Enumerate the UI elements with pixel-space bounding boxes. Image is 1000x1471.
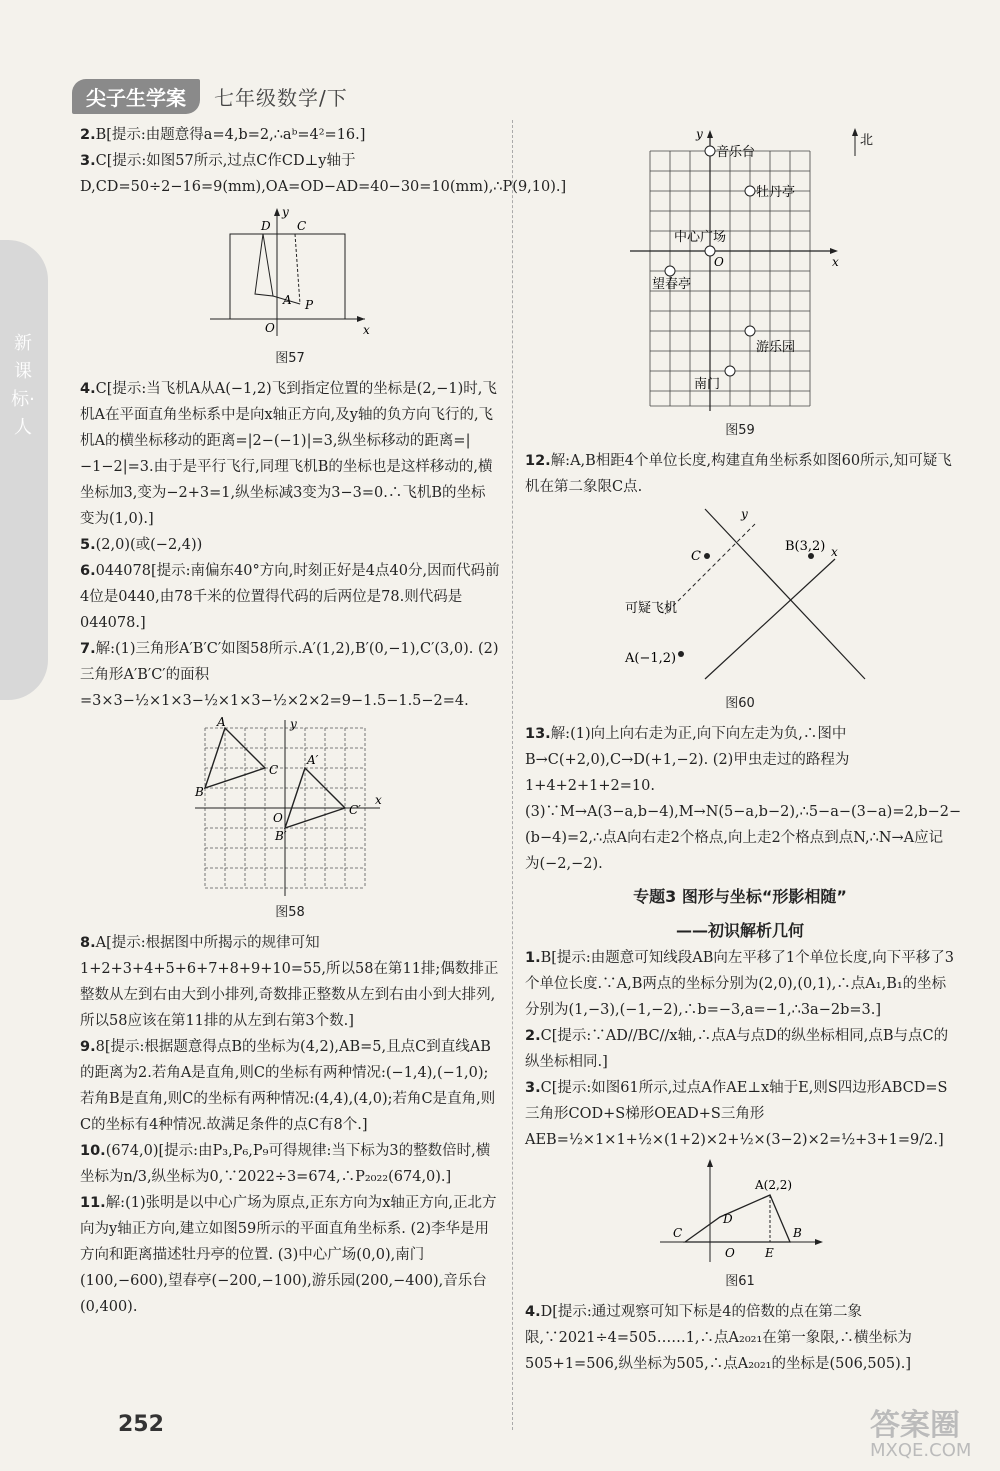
page-number: 252 — [118, 1412, 164, 1437]
answer-item: 2.B[提示:由题意得a=4,b=2,∴aᵇ=4²=16.] — [80, 127, 366, 143]
subject-label: 七年级数学/下 — [214, 85, 348, 110]
fig59-label-north: 北 — [860, 133, 874, 148]
figure-57-diagram — [205, 204, 375, 344]
answer-item: 4.C[提示:当飞机A从A(−1,2)飞到指定位置的坐标是(2,−1)时,飞机A在平面直角坐标系中是向x轴正方向,及y轴的负方向飞行的,飞机A的横坐标移动的距离=|2−(−1)|=3,纵坐标移动的距离=|−1−2|=3.由于是平行飞行,同理飞机B的坐标也是这样移动的,横坐标加3,变为−2+3=1,纵坐标减3变为3−3=0.∴飞机B的坐标变为(1,0).] — [80, 381, 497, 527]
left-column — [80, 122, 567, 1320]
figure-61-diagram — [655, 1157, 825, 1267]
fig60-label-x: x — [831, 545, 838, 559]
watermark-url: MXQE.COM — [870, 1440, 972, 1461]
fig57-label-d: D — [261, 219, 271, 233]
fig58-label-a2: A′ — [307, 753, 319, 767]
brand-label: 尖子生学案 — [72, 79, 200, 114]
answer-item: 5.(2,0)(或(−2,4)) — [80, 537, 203, 553]
fig57-label-a: A — [283, 293, 292, 307]
fig60-label-b: B(3,2) — [785, 539, 826, 554]
fig57-label-o: O — [265, 321, 275, 335]
answer-item: 8.A[提示:根据图中所揭示的规律可知1+2+3+4+5+6+7+8+9+10=55,所以58在第11排;偶数排正整数从左到右由大到小排列,奇数排正整数从左到右由小到大排列,所以58应该在第11排的从左到右第3个数.] — [80, 935, 499, 1029]
fig59-label-x: x — [832, 255, 839, 269]
fig60-label-y: y — [741, 507, 748, 521]
fig59-label-o: O — [714, 255, 724, 269]
fig58-label-a: A — [217, 715, 226, 729]
fig58-label-c: C — [269, 763, 279, 777]
fig61-label-d: D — [723, 1212, 733, 1226]
fig59-label-center: 中心广场 — [674, 230, 727, 245]
fig57-label-x: x — [363, 323, 370, 337]
fig59-label-y: y — [696, 127, 703, 141]
answer-item: 11.解:(1)张明是以中心广场为原点,正东方向为x轴正方向,正北方向为y轴正方向,建立如图59所示的平面直角坐标系. (2)李华是用方向和距离描述牡丹亭的位置. (3)中心广场(0,0),南门(100,−600),望春亭(−200,−100),游乐园(200,−400),音乐台(0,400). — [80, 1195, 497, 1315]
fig57-label-y: y — [282, 205, 289, 219]
fig57-label-p: P — [305, 298, 314, 312]
fig58-label-b: B — [195, 785, 204, 799]
fig58-label-c2: C′ — [349, 803, 361, 817]
fig59-label-music: 音乐台 — [716, 145, 756, 160]
fig61-label-o: O — [725, 1246, 735, 1260]
answer-item: 2.C[提示:∵AD//BC//x轴,∴点A与点D的纵坐标相同,点B与点C的纵坐标相同.] — [525, 1028, 949, 1070]
fig59-label-peony: 牡丹亭 — [756, 185, 796, 200]
answer-item: 6.044078[提示:南偏东40°方向,时刻正好是4点40分,因而代码前4位是0440,由78千米的位置得代码的后两位是78.则代码是044078.] — [80, 563, 500, 631]
fig61-label-b: B — [793, 1226, 802, 1240]
answer-item: 1.B[提示:由题意可知线段AB向左平移了1个单位长度,向下平移了3个单位长度.∵A,B两点的坐标分别为(2,0),(0,1),∴点A₁,B₁的坐标分别为(1,−3),(−1,−2),∴b=−3,a=−1,∴3a−2b=3.] — [525, 950, 954, 1018]
figure-60-diagram — [605, 504, 875, 689]
sidebar-label: 新课标·人 — [11, 333, 35, 438]
answer-item: 3.C[提示:如图61所示,过点A作AE⊥x轴于E,则S四边形ABCD=S三角形COD+S梯形OEAD+S三角形AEB=½×1×1+½×(1+2)×2+½×(3−2)×2=½+3+1=9/2.] — [525, 1080, 948, 1148]
watermark-logo: 答案圈 — [870, 1408, 960, 1443]
fig57-label-c: C — [297, 219, 307, 233]
fig58-label-y: y — [290, 717, 297, 731]
sidebar-tab — [0, 240, 48, 700]
fig58-label-b2: B′ — [275, 829, 287, 843]
fig61-label-a: A(2,2) — [755, 1178, 793, 1192]
right-column — [525, 122, 962, 1377]
figure-58-caption: 图58 — [275, 905, 305, 920]
figure-59-caption: 图59 — [725, 423, 755, 438]
figure-61-caption: 图61 — [725, 1274, 755, 1289]
column-divider — [512, 120, 513, 1430]
fig60-label-plane: 可疑飞机 — [625, 601, 678, 616]
fig59-label-park: 游乐园 — [756, 340, 796, 355]
fig58-label-x: x — [375, 793, 382, 807]
section-subtitle: ——初识解析几何 — [675, 921, 804, 940]
answer-item: 4.D[提示:通过观察可知下标是4的倍数的点在第二象限,∵2021÷4=505……1,∴点A₂₀₂₁在第一象限,∴横坐标为505+1=506,纵坐标为505,∴点A₂₀₂₁的坐标是(506,505).] — [525, 1304, 912, 1372]
answer-item: 10.(674,0)[提示:由P₃,P₆,P₉可得规律:当下标为3的整数倍时,横坐标为n/3,纵坐标为0,∵2022÷3=674,∴P₂₀₂₂(674,0).] — [80, 1143, 491, 1185]
fig58-label-o: O — [273, 811, 283, 825]
figure-58-diagram — [195, 715, 385, 898]
fig59-label-wangchun: 望春亭 — [652, 277, 692, 292]
figure-57-caption: 图57 — [275, 351, 305, 366]
answer-item: 12.解:A,B相距4个单位长度,构建直角坐标系如图60所示,知可疑飞机在第二象限C点. — [525, 453, 952, 495]
answer-item: 3.C[提示:如图57所示,过点C作CD⊥y轴于D,CD=50÷2−16=9(mm),OA=OD−AD=40−30=10(mm),∴P(9,10).] — [80, 153, 567, 195]
figure-59-diagram — [610, 126, 874, 416]
section-title: 专题3 图形与坐标“形影相随” — [633, 887, 847, 906]
fig59-label-south: 南门 — [694, 377, 721, 392]
fig60-label-c: C — [691, 549, 701, 564]
answer-item: 7.解:(1)三角形A′B′C′如图58所示.A′(1,2),B′(0,−1),C′(3,0). (2)三角形A′B′C′的面积=3×3−½×1×3−½×1×3−½×2×2=9−1.5−1.5−2=4. — [80, 641, 499, 709]
fig60-label-a: A(−1,2) — [625, 651, 677, 666]
page-header — [72, 80, 348, 112]
fig61-label-e: E — [765, 1246, 774, 1260]
fig61-label-c: C — [673, 1226, 683, 1240]
figure-60-caption: 图60 — [725, 696, 755, 711]
answer-item: 13.解:(1)向上向右走为正,向下向左走为负,∴图中B→C(+2,0),C→D(+1,−2). (2)甲虫走过的路程为1+4+2+1+2=10. (3)∵M→A(3−a,b−4),M→N(5−a,b−2),∴5−a−(3−a)=2,b−2−(b−4)=2,∴点A向右走2个格点,向上走2个格点到点N,∴N→A应记为(−2,−2). — [525, 726, 962, 872]
answer-item: 9.8[提示:根据题意得点B的坐标为(4,2),AB=5,且点C到直线AB的距离为2.若角A是直角,则C的坐标有两种情况:(−1,4),(−1,0);若角B是直角,则C的坐标有两种情况:(4,4),(4,0);若角C是直角,则C的坐标有4种情况.故满足条件的点C有8个.] — [80, 1039, 496, 1133]
